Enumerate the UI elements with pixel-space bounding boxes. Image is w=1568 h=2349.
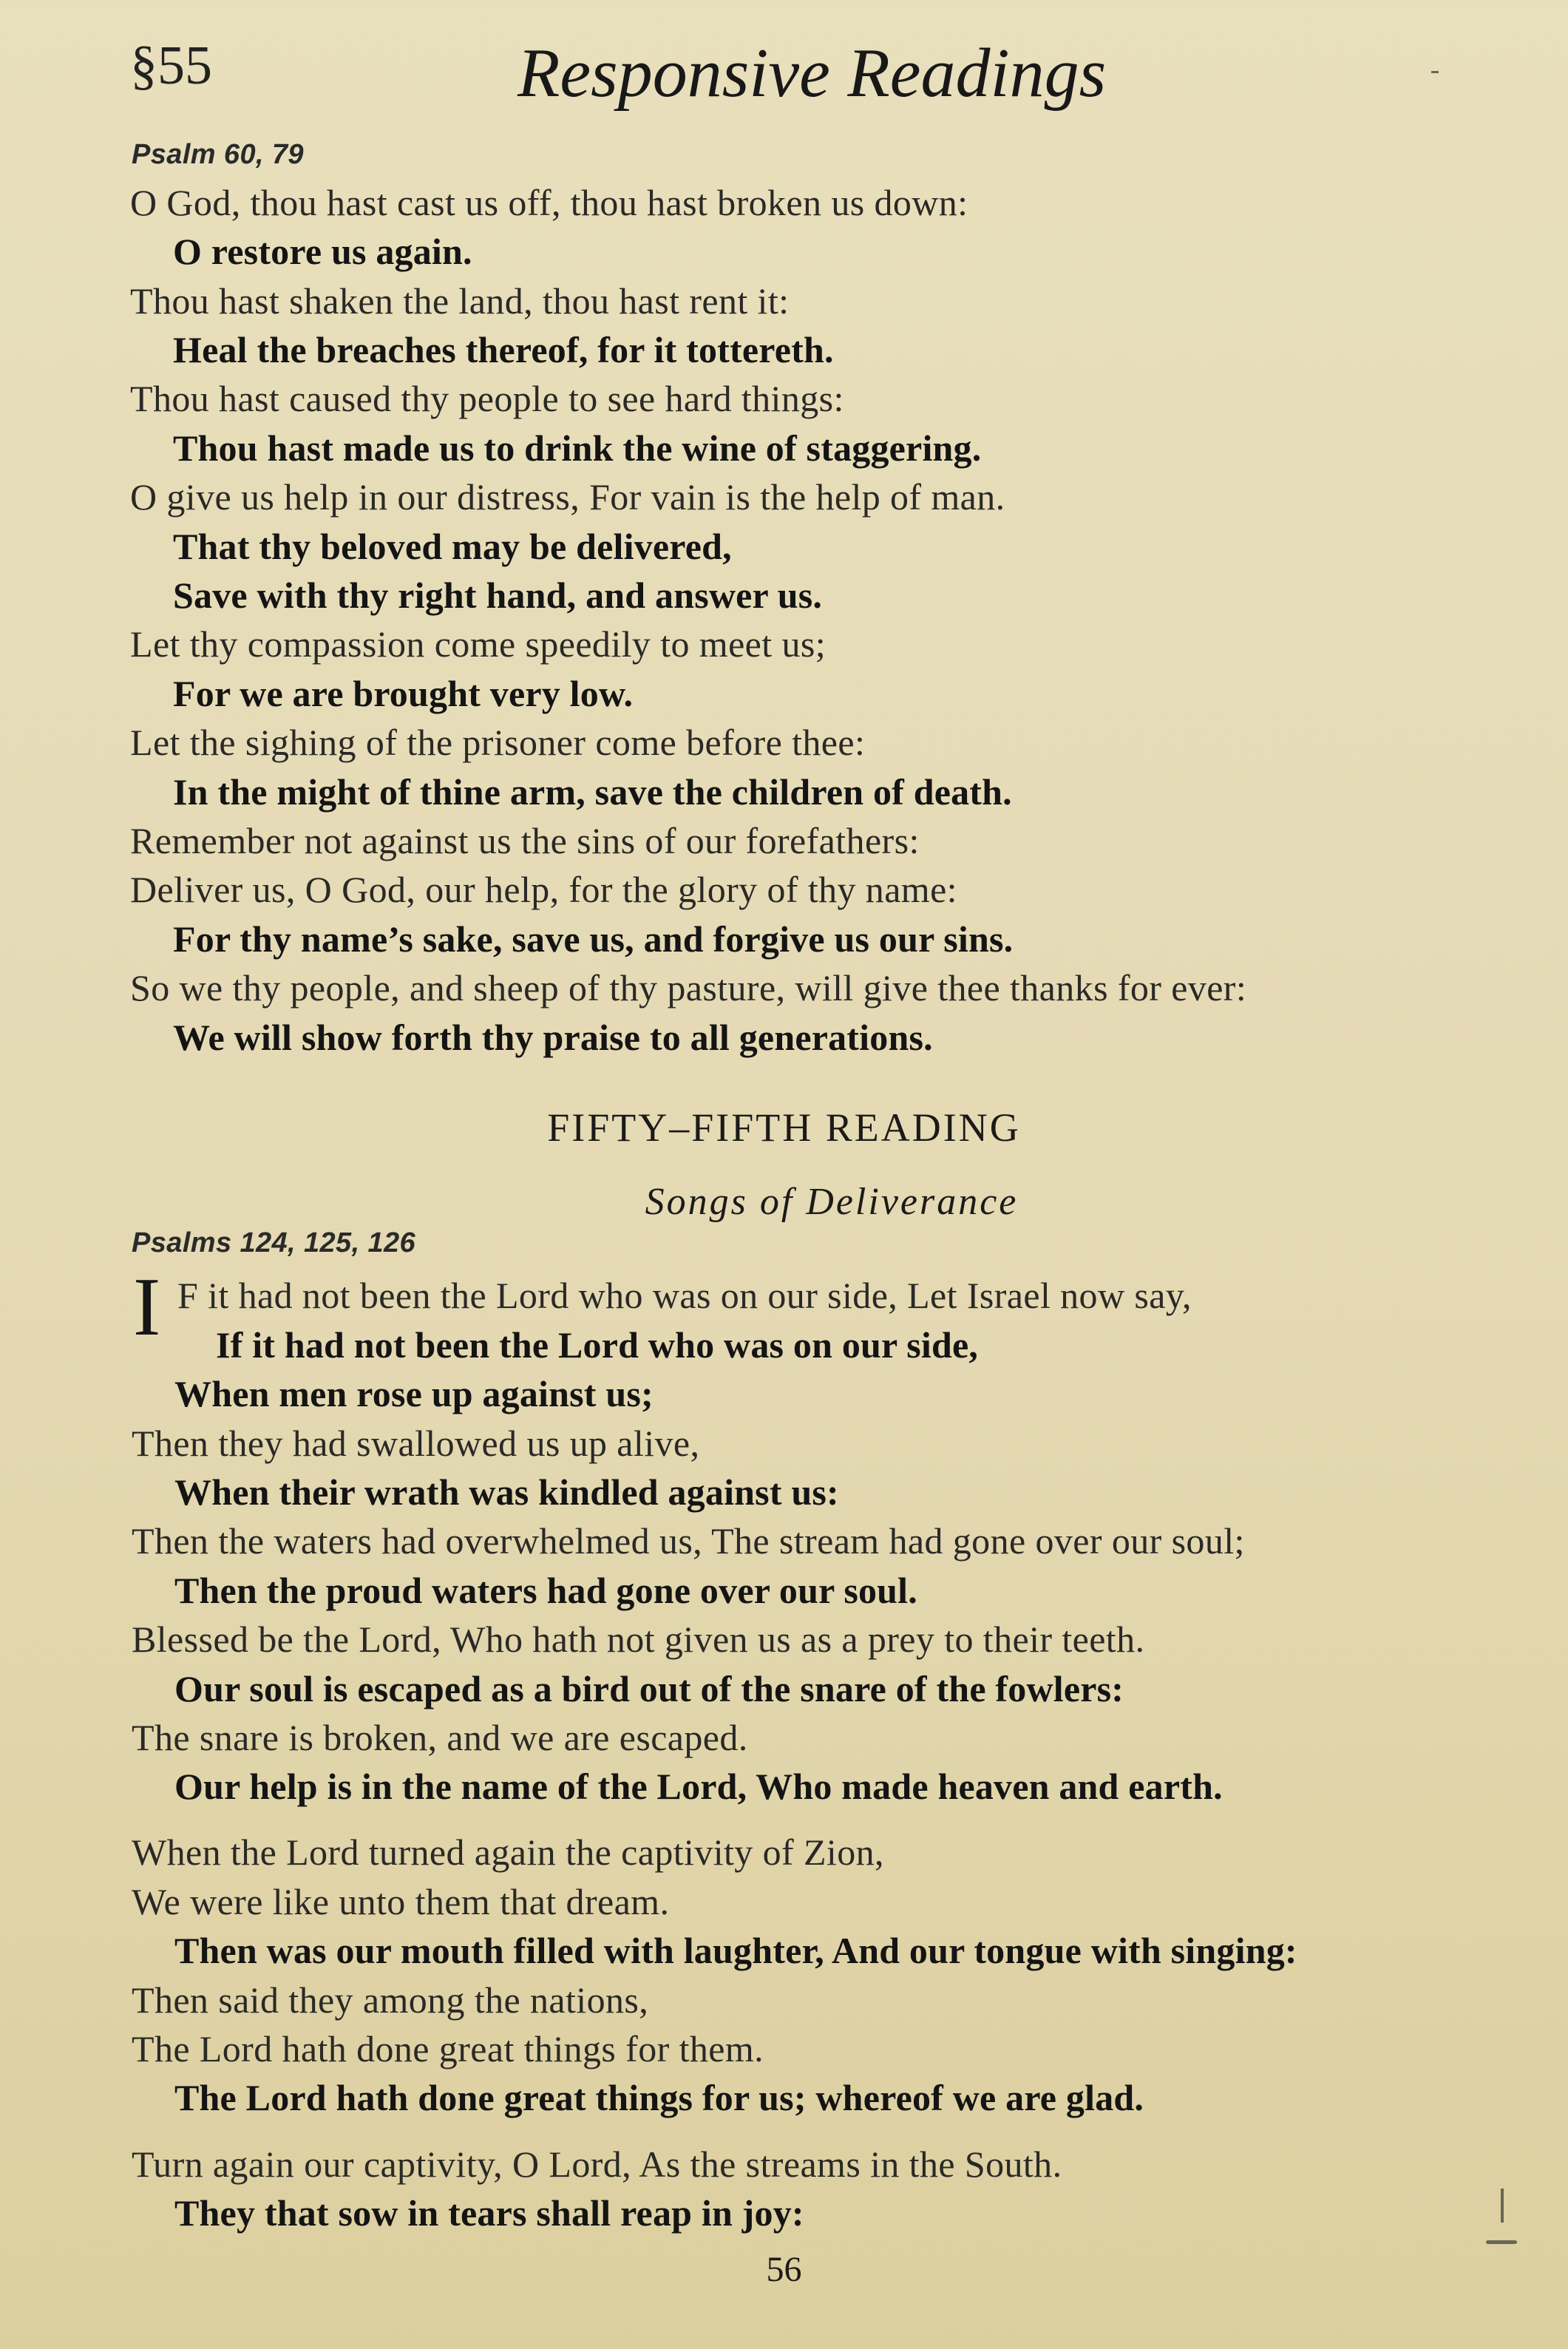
reading-line: F it had not been the Lord who was on our side, Let Israel now say,: [177, 1275, 1192, 1316]
reading-line: Let thy compassion come speedily to meet us;: [130, 623, 827, 665]
running-title: Responsive Readings: [517, 35, 1107, 112]
reading-line: Then said they among the nations,: [132, 1979, 649, 2021]
reading-line: O give us help in our distress, For vain is the help of man.: [130, 476, 1005, 518]
reading-line: We were like unto them that dream.: [132, 1881, 670, 1922]
reading-line: Then the waters had overwhelmed us, The stream had gone over our soul;: [132, 1520, 1245, 1562]
drop-cap: I: [133, 1261, 161, 1353]
reading-line: The snare is broken, and we are escaped.: [132, 1717, 748, 1758]
print-speck: [1486, 2240, 1517, 2244]
reading-line: Then they had swallowed us up alive,: [132, 1423, 700, 1464]
reading-line: Then was our mouth filled with laughter, And our tongue with singing:: [174, 1930, 1297, 1971]
reading-line: We will show forth thy praise to all generations.: [173, 1017, 933, 1058]
reading-line: Let the sighing of the prisoner come before thee:: [130, 722, 866, 763]
reading-line: The Lord hath done great things for us; whereof we are glad.: [174, 2077, 1144, 2118]
reading-line: Turn again our captivity, O Lord, As the streams in the South.: [132, 2143, 1062, 2185]
reading-line: Save with thy right hand, and answer us.: [173, 574, 823, 616]
reading-line: When men rose up against us;: [174, 1373, 654, 1414]
reading-line: That thy beloved may be delivered,: [173, 526, 732, 567]
reading-line: When the Lord turned again the captivity of Zion,: [132, 1831, 884, 1873]
reading-line: O God, thou hast cast us off, thou hast broken us down:: [130, 182, 968, 223]
psalm-reference: Psalm 60, 79: [132, 139, 304, 170]
reading-line: Then the proud waters had gone over our soul.: [174, 1570, 917, 1611]
reading-line: In the might of thine arm, save the children of death.: [173, 771, 1012, 813]
reading-subtitle: Songs of Deliverance: [645, 1181, 1019, 1223]
reading-heading: FIFTY–FIFTH READING: [547, 1105, 1021, 1150]
reading-line: Thou hast shaken the land, thou hast rent it:: [130, 280, 790, 322]
page-number: 56: [766, 2250, 802, 2289]
reading-line: Blessed be the Lord, Who hath not given us as a prey to their teeth.: [132, 1618, 1145, 1660]
reading-line: They that sow in tears shall reap in joy:: [174, 2192, 804, 2234]
reading-line: Our soul is escaped as a bird out of the snare of the fowlers:: [174, 1668, 1124, 1709]
reading-line: For we are brought very low.: [173, 673, 634, 714]
print-speck: [1431, 71, 1439, 73]
psalm-reference: Psalms 124, 125, 126: [132, 1227, 416, 1258]
print-speck: [1501, 2189, 1504, 2223]
section-number: §55: [130, 35, 212, 96]
reading-line: Heal the breaches thereof, for it tottereth.: [173, 329, 834, 370]
reading-line: Thou hast caused thy people to see hard things:: [130, 378, 844, 419]
reading-line: The Lord hath done great things for them.: [132, 2028, 764, 2070]
reading-line: Remember not against us the sins of our forefathers:: [130, 820, 920, 861]
reading-line: So we thy people, and sheep of thy pasture, will give thee thanks for ever:: [130, 967, 1247, 1009]
reading-line: For thy name’s sake, save us, and forgive us our sins.: [173, 918, 1014, 960]
reading-line: O restore us again.: [173, 231, 472, 272]
reading-line: Our help is in the name of the Lord, Who made heaven and earth.: [174, 1766, 1223, 1807]
reading-line: Deliver us, O God, our help, for the glory of thy name:: [130, 869, 957, 910]
reading-line: Thou hast made us to drink the wine of staggering.: [173, 427, 982, 469]
reading-line: When their wrath was kindled against us:: [174, 1471, 839, 1513]
reading-line: If it had not been the Lord who was on our side,: [216, 1324, 979, 1366]
